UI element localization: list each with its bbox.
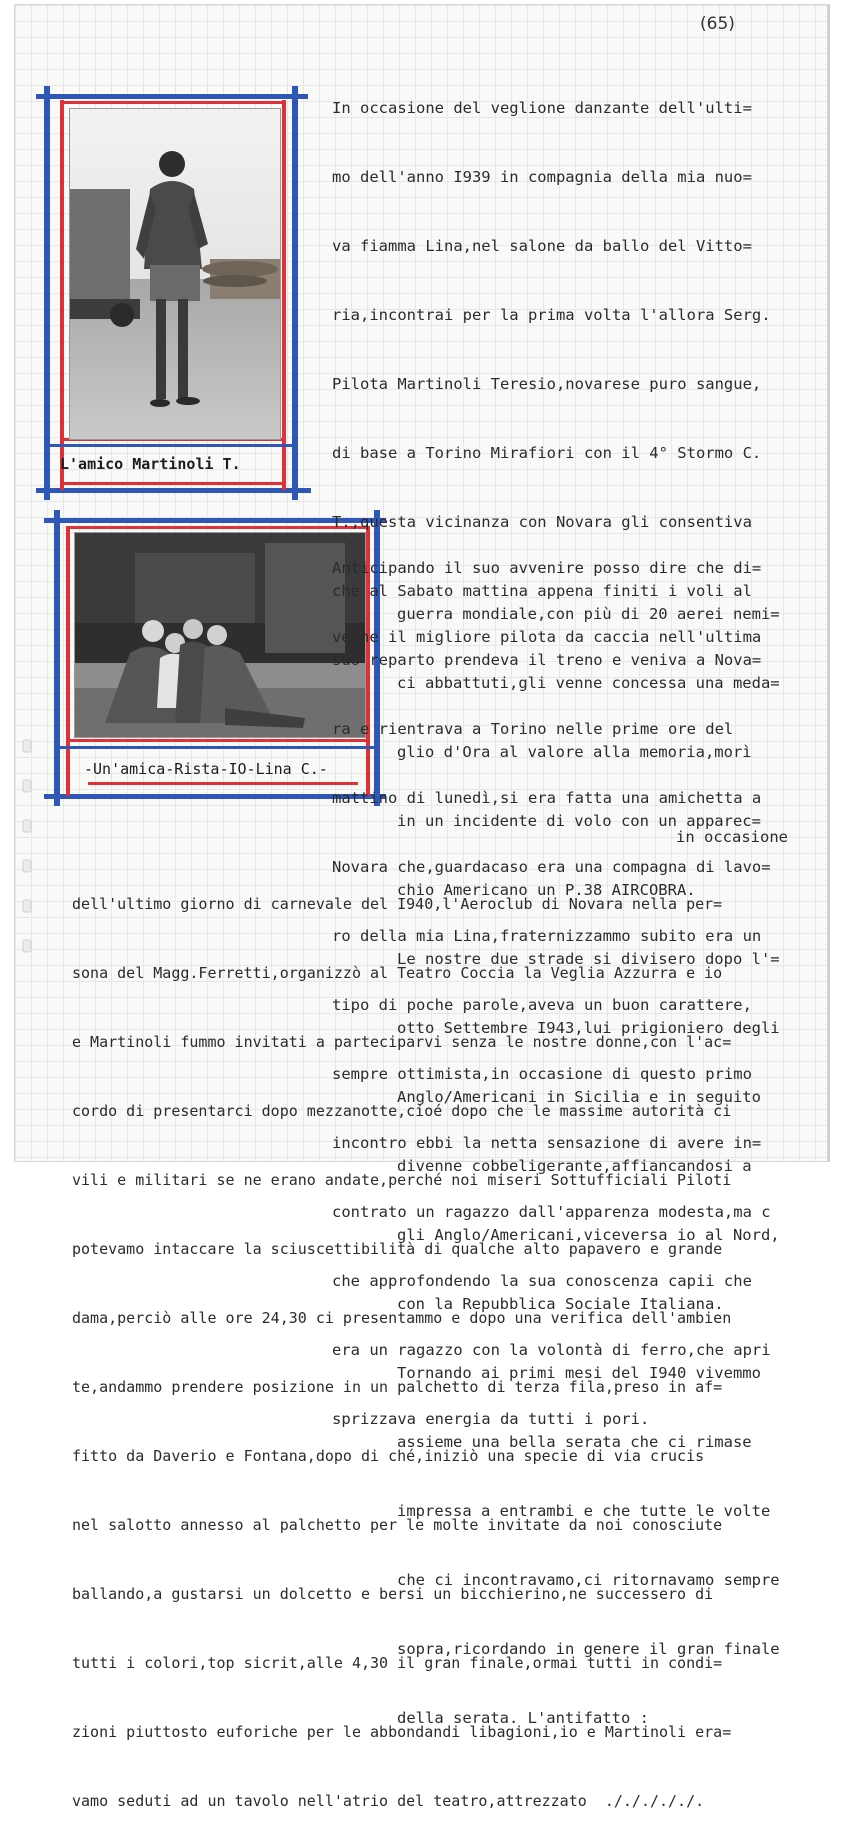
- photo-caption-2: -Un'amica-Rista-IO-Lina C.-: [84, 760, 328, 778]
- text-line: venne il migliore pilota da caccia nell'ultima: [332, 628, 762, 646]
- text-line: della serata. L'antifatto :: [397, 1709, 649, 1727]
- text-line: sona del Magg.Ferretti,organizzò al Teatro Coccia la Veglia Azzurra e io: [72, 964, 723, 982]
- text-line: guerra mondiale,con più di 20 aerei nemi=: [397, 605, 780, 623]
- text-line: sprizzava energia da tutti i pori.: [332, 1410, 650, 1428]
- text-line: Novara che,guardacaso era una compagna di lavo=: [332, 858, 771, 876]
- text-line: tipo di poche parole,aveva un buon carattere,: [332, 996, 752, 1014]
- text-line: vamo seduti ad un tavolo nell'atrio del teatro,attrezzato ./././././.: [72, 1792, 705, 1810]
- text-line: suo reparto prendeva il treno e veniva a Nova=: [332, 651, 762, 669]
- text-line: mo dell'anno I939 in compagnia della mia nuo=: [332, 168, 752, 186]
- photo-martinoli: [69, 108, 281, 440]
- text-line: Tornando ai primi mesi del I940 vivemmo: [397, 1364, 761, 1382]
- text-line: dell'ultimo giorno di carnevale del I940,l'Aeroclub di Novara nella per=: [72, 895, 723, 913]
- text-line: vili e militari se ne erano andate,perché noi miseri Sottufficiali Piloti: [72, 1171, 732, 1189]
- text-line: T.,questa vicinanza con Novara gli consentiva: [332, 513, 752, 531]
- text-line: che approfondendo la sua conoscenza capii che: [332, 1272, 752, 1290]
- text-line: contrato un ragazzo dall'apparenza modesta,ma c: [332, 1203, 771, 1221]
- text-line: in un incidente di volo con un apparec=: [397, 812, 761, 830]
- binder-holes: [22, 0, 32, 1160]
- text-line: che al Sabato mattina appena finiti i voli al: [332, 582, 752, 600]
- text-line: nel salotto annesso al palchetto per le molte invitate da noi conosciute: [72, 1516, 723, 1534]
- text-line: glio d'Ora al valore alla memoria,morì: [397, 743, 752, 761]
- text-line: dama,perciò alle ore 24,30 ci presentammo e dopo una verifica dell'ambien: [72, 1309, 732, 1327]
- text-line: Pilota Martinoli Teresio,novarese puro sangue,: [332, 375, 762, 393]
- text-line: gli Anglo/Americani,viceversa io al Nord,: [397, 1226, 780, 1244]
- text-line: Le nostre due strade si divisero dopo l'=: [397, 950, 780, 968]
- text-line: sempre ottimista,in occasione di questo primo: [332, 1065, 752, 1083]
- text-line: zioni piuttosto euforiche per le abbondandi libagioni,io e Martinoli era=: [72, 1723, 732, 1741]
- text-line: otto Settembre I943,lui prigioniero degli: [397, 1019, 780, 1037]
- text-line: era un ragazzo con la volontà di ferro,che apri: [332, 1341, 771, 1359]
- page-number: (65): [700, 14, 735, 34]
- text-line: con la Repubblica Sociale Italiana.: [397, 1295, 724, 1313]
- text-line: mattino di lunedì,si era fatta una amichetta a: [332, 789, 762, 807]
- text-line: ballando,a gustarsi un dolcetto e bersi un bicchierino,ne successero di: [72, 1585, 714, 1603]
- text-line: divenne cobbeligerante,affiancandosi a: [397, 1157, 752, 1175]
- text-line: assieme una bella serata che ci rimase: [397, 1433, 752, 1451]
- text-line: fitto da Daverio e Fontana,dopo di ché,iniziò una specie di via crucis: [72, 1447, 705, 1465]
- photo-caption-1: L'amico Martinoli T.: [60, 455, 241, 473]
- text-column-lower: [72, 847, 731, 1836]
- photo-group: [74, 532, 366, 738]
- text-line: ro della mia Lina,fraternizzammo subito era un: [332, 927, 762, 945]
- text-line: In occasione del veglione danzante dell'ulti=: [332, 99, 752, 117]
- photo-group-image: [75, 533, 365, 737]
- photo-frame-1: [36, 86, 311, 500]
- photo-martinoli-image: [70, 109, 280, 439]
- text-line: Anticipando il suo avvenire posso dire che di=: [332, 559, 762, 577]
- text-line: potevamo intaccare la sciuscettibilità di qualche alto papavero e grande: [72, 1240, 723, 1258]
- text-line: ra e rientrava a Torino nelle prime ore del: [332, 720, 734, 738]
- text-line: tutti i colori,top sicrit,alle 4,30 il gran finale,ormai tutti in condi=: [72, 1654, 723, 1672]
- text-line: sopra,ricordando in genere il gran finale: [397, 1640, 780, 1658]
- text-line: ria,incontrai per la prima volta l'allora Serg.: [332, 306, 771, 324]
- text-line: va fiamma Lina,nel salone da ballo del Vitto=: [332, 237, 752, 255]
- text-line: impressa a entrambi e che tutte le volte: [397, 1502, 771, 1520]
- text-line: e Martinoli fummo invitati a parteciparvi senza le nostre donne,con l'ac=: [72, 1033, 732, 1051]
- text-line: di base a Torino Mirafiori con il 4° Stormo C.: [332, 444, 762, 462]
- text-line: chio Americano un P.38 AIRCOBRA.: [397, 881, 696, 899]
- text-line: Anglo/Americani in Sicilia e in seguito: [397, 1088, 761, 1106]
- text-line-tail: in occasione: [676, 828, 788, 846]
- text-line: incontro ebbi la netta sensazione di avere in=: [332, 1134, 762, 1152]
- text-line: te,andammo prendere posizione in un palchetto di terza fila,preso in af=: [72, 1378, 723, 1396]
- text-line: cordo di presentarci dopo mezzanotte,cioé dopo che le massime autorità ci: [72, 1102, 732, 1120]
- text-line: ci abbattuti,gli venne concessa una meda=: [397, 674, 780, 692]
- text-line: che ci incontravamo,ci ritornavamo sempre: [397, 1571, 780, 1589]
